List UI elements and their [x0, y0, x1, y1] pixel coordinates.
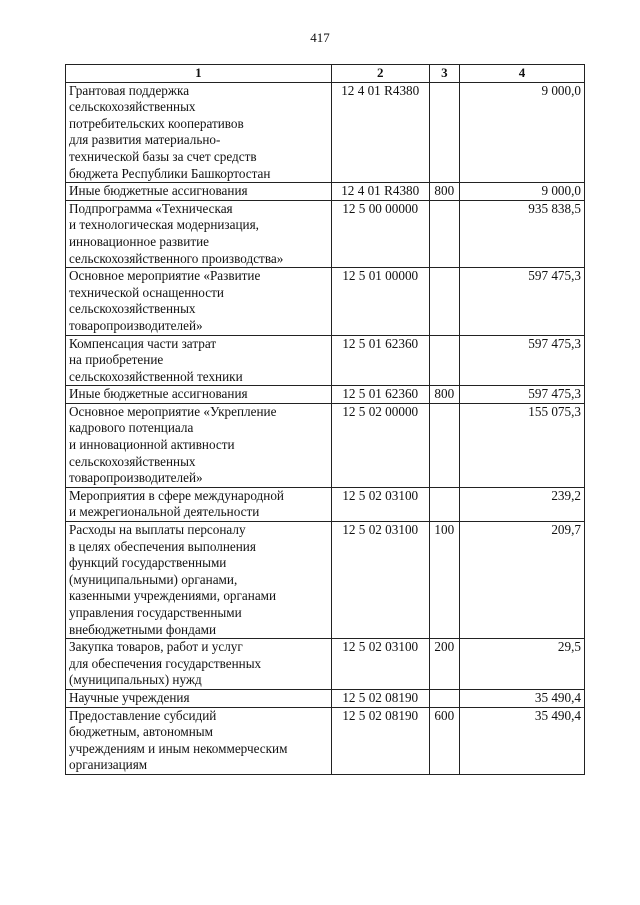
- row-type: [429, 689, 459, 707]
- row-code: 12 5 02 03100: [331, 487, 429, 521]
- row-sum: 9 000,0: [459, 82, 584, 183]
- budget-table: [65, 64, 585, 775]
- row-sum: 239,2: [459, 487, 584, 521]
- row-code: 12 5 01 00000: [331, 268, 429, 335]
- row-name: Расходы на выплаты персоналу в целях обеспечения выполнения функций государственными (муниципальными) органами, казенными учреждениями, органами управления государственными внебюджетными фондами: [66, 522, 332, 639]
- row-name: Закупка товаров, работ и услуг для обеспечения государственных (муниципальных) нужд: [66, 639, 332, 690]
- header-col-sum: 4: [459, 65, 584, 83]
- table-row: [66, 268, 585, 335]
- table-row: [66, 82, 585, 183]
- row-code: 12 5 01 62360: [331, 386, 429, 404]
- header-col-type: 3: [429, 65, 459, 83]
- row-type: [429, 268, 459, 335]
- row-type: [429, 200, 459, 267]
- row-type: 800: [429, 386, 459, 404]
- row-name: Подпрограмма «Техническая и технологическая модернизация, инновационное развитие сельскохозяйственного производства»: [66, 200, 332, 267]
- table-row: [66, 707, 585, 774]
- row-code: 12 5 02 03100: [331, 639, 429, 690]
- row-code: 12 4 01 R4380: [331, 183, 429, 201]
- table-row: [66, 183, 585, 201]
- row-code: 12 4 01 R4380: [331, 82, 429, 183]
- table-row: [66, 639, 585, 690]
- header-col-code: 2: [331, 65, 429, 83]
- row-sum: 597 475,3: [459, 335, 584, 386]
- row-code: 12 5 01 62360: [331, 335, 429, 386]
- row-type: [429, 403, 459, 487]
- row-name: Научные учреждения: [66, 689, 332, 707]
- row-sum: 209,7: [459, 522, 584, 639]
- table-row: [66, 487, 585, 521]
- row-name: Основное мероприятие «Укрепление кадрового потенциала и инновационной активности сельскохозяйственных товаропроизводителей»: [66, 403, 332, 487]
- header-col-name: 1: [66, 65, 332, 83]
- row-code: 12 5 02 03100: [331, 522, 429, 639]
- row-sum: 935 838,5: [459, 200, 584, 267]
- row-type: [429, 487, 459, 521]
- row-code: 12 5 02 08190: [331, 707, 429, 774]
- table-row: [66, 386, 585, 404]
- row-sum: 9 000,0: [459, 183, 584, 201]
- row-code: 12 5 00 00000: [331, 200, 429, 267]
- row-sum: 597 475,3: [459, 386, 584, 404]
- row-sum: 597 475,3: [459, 268, 584, 335]
- row-type: [429, 82, 459, 183]
- row-sum: 155 075,3: [459, 403, 584, 487]
- row-type: 100: [429, 522, 459, 639]
- table-row: [66, 200, 585, 267]
- row-name: Компенсация части затрат на приобретение сельскохозяйственной техники: [66, 335, 332, 386]
- row-name: Предоставление субсидий бюджетным, автономным учреждениям и иным некоммерческим организациям: [66, 707, 332, 774]
- row-name: Иные бюджетные ассигнования: [66, 386, 332, 404]
- row-type: 200: [429, 639, 459, 690]
- row-name: Грантовая поддержка сельскохозяйственных потребительских кооперативов для развития материально- технической базы за счет средств бюджета Республики Башкортостан: [66, 82, 332, 183]
- row-code: 12 5 02 00000: [331, 403, 429, 487]
- row-name: Основное мероприятие «Развитие технической оснащенности сельскохозяйственных товаропроизводителей»: [66, 268, 332, 335]
- row-name: Иные бюджетные ассигнования: [66, 183, 332, 201]
- table-row: [66, 522, 585, 639]
- row-code: 12 5 02 08190: [331, 689, 429, 707]
- table-header-row: [66, 65, 585, 83]
- row-name: Мероприятия в сфере международной и межрегиональной деятельности: [66, 487, 332, 521]
- row-sum: 29,5: [459, 639, 584, 690]
- table-row: [66, 689, 585, 707]
- row-type: 800: [429, 183, 459, 201]
- page-number: 417: [310, 30, 330, 45]
- row-sum: 35 490,4: [459, 707, 584, 774]
- row-type: 600: [429, 707, 459, 774]
- table-row: [66, 403, 585, 487]
- row-sum: 35 490,4: [459, 689, 584, 707]
- row-type: [429, 335, 459, 386]
- table-row: [66, 335, 585, 386]
